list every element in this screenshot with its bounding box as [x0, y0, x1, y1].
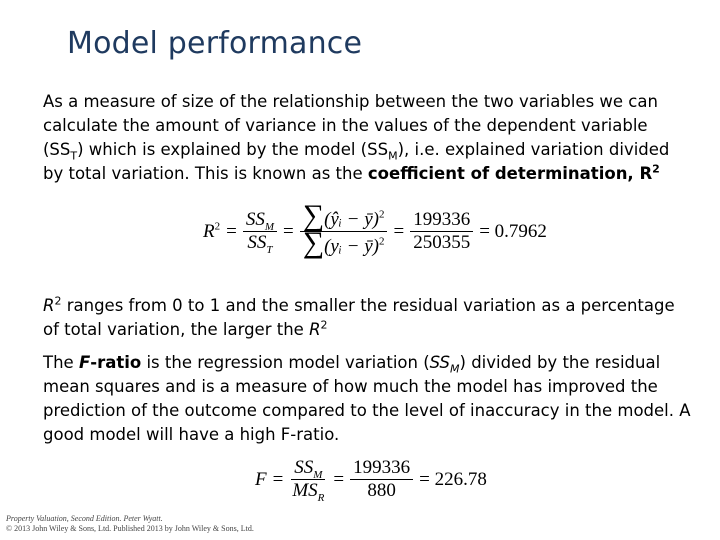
- paragraph-f-ratio: The F-ratio is the regression model variation $(SS_M)$ divided by the residual mean squares and is a measure of how much the model has improved the prediction of the outcome compared to the level of inaccuracy in the model. A good model will have a high F-ratio.: [43, 353, 691, 444]
- footer-line: Property Valuation, Second Edition. Peter Wyatt.: [6, 514, 163, 523]
- eq-sign: =: [333, 468, 345, 490]
- text: The: [43, 353, 79, 372]
- text: ) divided by the residual mean squares and is a measure of how much the model has improved the prediction of the outcome compared to the level of inaccuracy in the model. A good model will have a high F-ratio.: [43, 353, 691, 444]
- paragraph-r-squared-intro: [43, 90, 693, 186]
- eq-sign: =: [393, 220, 405, 242]
- eq-lhs: F: [255, 468, 267, 490]
- eq-lhs: $R^2$: [203, 220, 221, 242]
- sum-ratio: $\frac{\sum(ŷᵢ - ȳ)^2}{\sum(yᵢ - ȳ)^2}$: [300, 205, 388, 258]
- text: is the regression model variation (: [141, 353, 430, 372]
- eq-result: = 226.78: [419, 468, 487, 490]
- bold-term: F-ratio: [78, 353, 142, 372]
- r-squared-equation: [203, 199, 547, 259]
- ms-ratio: $\frac{SS_M}{MS_R}$: [292, 457, 325, 504]
- eq-sign: =: [283, 220, 294, 242]
- slide-title: Model performance: [67, 26, 363, 61]
- text: ), i.e. explained variation divided by total variation. This is known as the: [43, 140, 670, 183]
- ss-symbol: SS: [429, 353, 451, 372]
- subscript: T: [70, 149, 78, 163]
- r-symbol: R: [43, 296, 55, 315]
- superscript: 2: [652, 162, 660, 176]
- copyright-footer: [6, 514, 254, 534]
- text: As a measure of size of the relationship between the two variables we can calculate the amount of variance in the values of the dependent variable (SS: [43, 92, 658, 159]
- eq-result: = 0.7962: [479, 220, 547, 242]
- eq-sign: =: [226, 220, 237, 242]
- bold-term: coefficient of determination, R: [367, 164, 653, 183]
- ss-ratio: $\frac{SS_M}{SS_T}$: [243, 209, 277, 254]
- value-ratio: $\frac{199336}{250355}$: [410, 209, 473, 254]
- text: ) which is explained by the model (SS: [77, 140, 389, 159]
- value-ratio: $\frac{199336}{880}$: [350, 457, 413, 502]
- eq-sign: =: [272, 468, 284, 490]
- f-ratio-equation: [255, 457, 487, 502]
- text: ranges from 0 to 1 and the smaller the residual variation as a percentage of total variation, the larger the: [43, 296, 675, 339]
- footer-line: © 2013 John Wiley & Sons, Ltd. Published 2013 by John Wiley & Sons, Ltd.: [6, 524, 254, 533]
- paragraph-r-squared-range: $R^2$ ranges from 0 to 1 and the smaller the residual variation as a percentage of total variation, the larger the $R^2$: [43, 294, 675, 339]
- r-symbol: R: [309, 320, 321, 339]
- subscript: M: [388, 149, 398, 163]
